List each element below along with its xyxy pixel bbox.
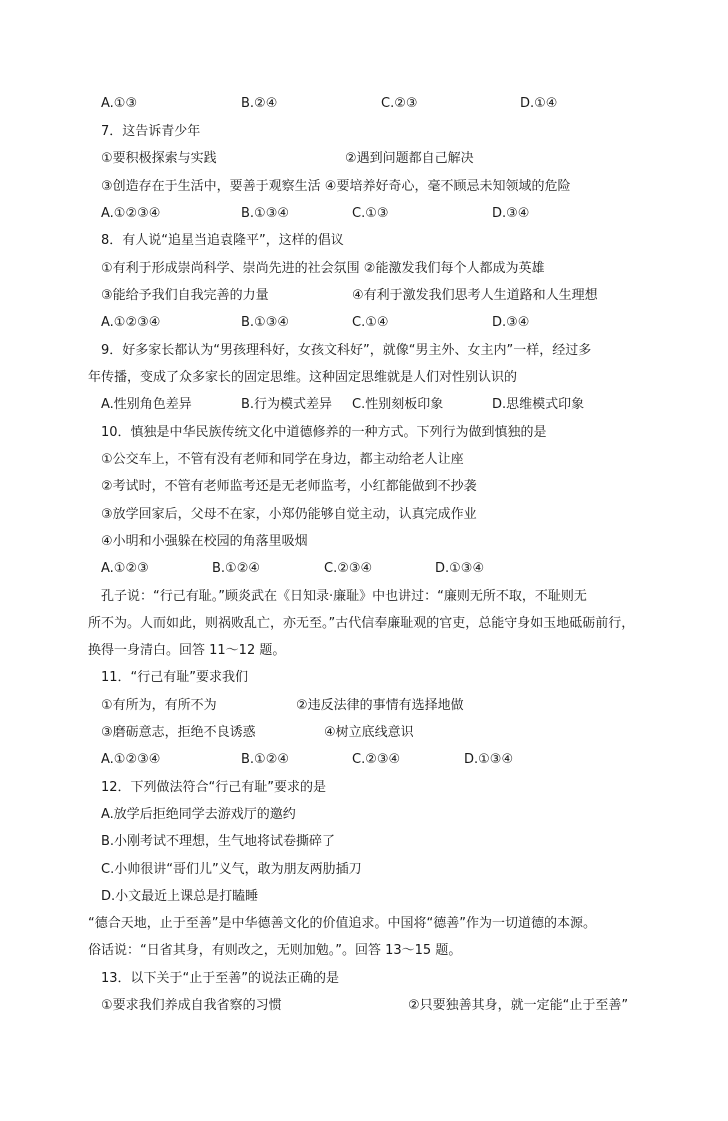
option-c: C.性别刻板印象 xyxy=(352,397,444,412)
option-b: B.①③④ xyxy=(241,315,290,330)
option-d: D.①③④ xyxy=(464,752,514,767)
item-1: ①要积极探索与实践 xyxy=(101,151,217,166)
option-d: D.③④ xyxy=(492,206,530,221)
q13-stem: 13．以下关于“止于至善”的说法正确的是 xyxy=(101,971,340,986)
q7-stem: 7．这告诉青少年 xyxy=(101,124,201,139)
option-c: C.①④ xyxy=(352,315,389,330)
item-2: ②遇到问题都自己解决 xyxy=(345,151,474,166)
option-c: C.②③ xyxy=(381,96,418,111)
item-1: ①要求我们养成自我省察的习惯 xyxy=(101,998,282,1013)
item-2: ②只要独善其身，就一定能“止于至善” xyxy=(408,998,629,1013)
item-3: ③磨砺意志，拒绝不良诱惑 xyxy=(101,725,256,740)
q11-stem: 11．“行己有耻”要求我们 xyxy=(101,670,249,685)
option-b: B.行为模式差异 xyxy=(241,397,333,412)
q10-item-4: ④小明和小强躲在校园的角落里吸烟 xyxy=(101,534,308,549)
option-d: D.③④ xyxy=(492,315,530,330)
passage-1-cont: 所不为。人而如此，则祸败乱亡，亦无至。”古代信奉廉耻观的官吏，总能守身如玉地砥砺前行， xyxy=(88,616,635,631)
q8-stem: 8．有人说“追星当追袁隆平”，这样的倡议 xyxy=(101,233,344,248)
option-d: D.①③④ xyxy=(435,561,485,576)
q12-option-b: B.小刚考试不理想，生气地将试卷撕碎了 xyxy=(101,834,336,849)
option-a: A.性别角色差异 xyxy=(101,397,192,412)
option-a: A.①②③④ xyxy=(101,752,161,767)
option-a: A.①③ xyxy=(101,96,138,111)
passage-2: “德合天地，止于至善”是中华德善文化的价值追求。中国将“德善”作为一切道德的本源。 xyxy=(88,916,596,931)
q12-option-d: D.小文最近上课总是打瞌睡 xyxy=(101,889,259,904)
item-1: ①有所为，有所不为 xyxy=(101,698,217,713)
option-b: B.①②④ xyxy=(241,752,290,767)
q8-items-1: ①有利于形成崇尚科学、崇尚先进的社会氛围 ②能激发我们每个人都成为英雄 xyxy=(101,261,545,276)
option-a: A.①②③④ xyxy=(101,315,161,330)
option-c: C.②③④ xyxy=(352,752,401,767)
option-b: B.②④ xyxy=(241,96,278,111)
option-a: A.①②③ xyxy=(101,561,149,576)
item-4: ④有利于激发我们思考人生道路和人生理想 xyxy=(352,288,598,303)
q10-stem: 10．慎独是中华民族传统文化中道德修养的一种方式。下列行为做到慎独的是 xyxy=(101,425,547,440)
item-3: ③能给予我们自我完善的力量 xyxy=(101,288,269,303)
q9-stem: 9．好多家长都认为“男孩理科好，女孩文科好”，就像“男主外、女主内”一样，经过多 xyxy=(101,343,592,358)
passage-1: 孔子说：“行己有耻。”顾炎武在《日知录·廉耻》中也讲过：“廉则无所不取，不耻则无 xyxy=(101,589,587,604)
q9-stem-cont: 年传播，变成了众多家长的固定思维。这种固定思维就是人们对性别认识的 xyxy=(88,370,518,385)
item-4: ④树立底线意识 xyxy=(324,725,414,740)
q10-item-2: ②考试时，不管有老师监考还是无老师监考，小红都能做到不抄袭 xyxy=(101,479,477,494)
option-d: D.思维模式印象 xyxy=(492,397,585,412)
q10-item-3: ③放学回家后，父母不在家，小郑仍能够自觉主动，认真完成作业 xyxy=(101,507,477,522)
q12-option-c: C.小帅很讲“哥们儿”义气，敢为朋友两肋插刀 xyxy=(101,862,362,877)
option-b: B.①③④ xyxy=(241,206,290,221)
passage-2-cont: 俗话说：“日省其身，有则改之，无则加勉。”。回答 13～15 题。 xyxy=(88,943,462,958)
passage-1-end: 换得一身清白。回答 11～12 题。 xyxy=(88,643,286,658)
option-c: C.②③④ xyxy=(324,561,373,576)
option-a: A.①②③④ xyxy=(101,206,161,221)
option-d: D.①④ xyxy=(520,96,558,111)
q7-items-2: ③创造存在于生活中，要善于观察生活 ④要培养好奇心，毫不顾忌未知领域的危险 xyxy=(101,179,571,194)
q12-option-a: A.放学后拒绝同学去游戏厅的邀约 xyxy=(101,807,296,822)
q10-item-1: ①公交车上，不管有没有老师和同学在身边，都主动给老人让座 xyxy=(101,452,464,467)
q12-stem: 12．下列做法符合“行己有耻”要求的是 xyxy=(101,780,327,795)
option-b: B.①②④ xyxy=(212,561,261,576)
item-2: ②违反法律的事情有选择地做 xyxy=(296,698,464,713)
option-c: C.①③ xyxy=(352,206,389,221)
